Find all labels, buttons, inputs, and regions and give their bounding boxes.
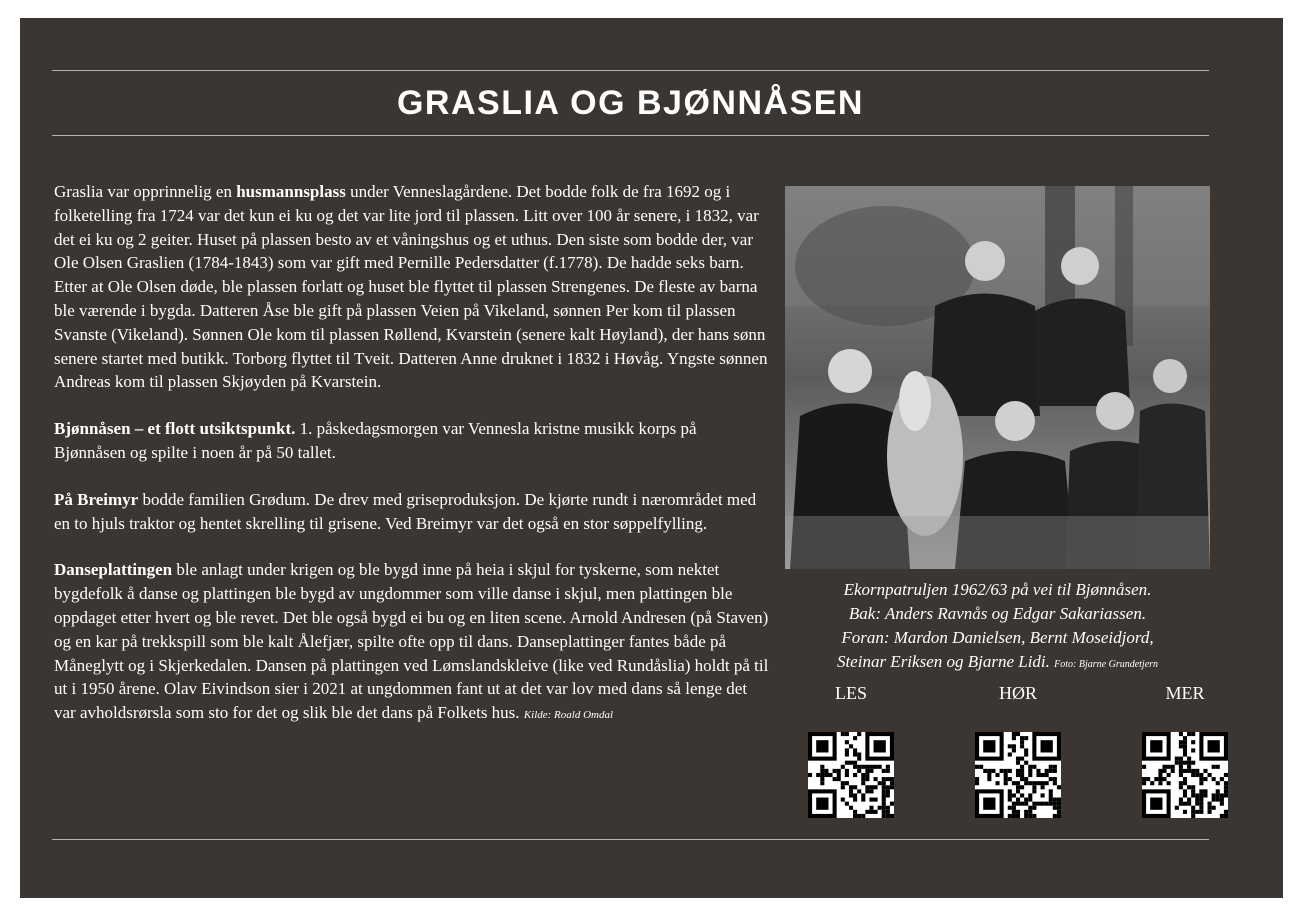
- page-title: GRASLIA OG BJØNNÅSEN: [396, 84, 864, 122]
- source-credit: Kilde: Roald Omdal: [523, 709, 614, 722]
- p1-text-start: Graslia var opprinnelig en: [54, 182, 237, 201]
- p4-text: ble anlagt under krigen og ble bygd inne på heia i skjul for tyskerne, som nektet bygdefolk å danse og plattingen ble bygd av ungdommer som ville danse i skjul, men plattingen ble oppdaget etter hvert og ble revet. Det ble også bygd ei bu og en liten scene. Arnold Andresen (på Staven) og en kar på trekkspill som ble kalt Ålefjær, spilte ofte opp til dans. Danseplattinger fantes både på Måneglytt og i Skjerkedalen. Dansen på plattingen ved Lømslandskleive (like ved Rundåslia) holdt på til ut i 1950 årene. Olav Eivindson sier i 2021 at ungdommen fant ut at det var lov med dans så lenge det var avholdsrørsla som sto for det og slik ble det dans på Folkets hus.: [54, 560, 769, 723]
- photo-caption: [785, 578, 1210, 677]
- p1-text: under Venneslagårdene. Det bodde folk de fra 1692 og i folketelling fra 1724 var det kun ei ku og det var lite jord til plassen. Litt over 100 år senere, i 1832, var det ei ku og 2 geiter. Huset på plassen besto av et våningshus og et uthus. Den siste som bodde der, var Ole Olsen Graslien (1784-1843) som var gift med Pernille Pedersdatter (f.1778). De hadde seks barn. Etter at Ole Olsen døde, ble plassen forlatt og huset ble flyttet til plassen Strengenes. De fleste av barna ble værende i bygda. Datteren Åse ble gift på plassen Veien på Vikeland, sønnen Per kom til plassen Svanste (Vikeland). Sønnen Ole kom til plassen Røllend, Kvarstein (senere kalt Høyland), der hans sønn senere startet med butikk. Torborg flyttet til Tveit. Datteren Anne druknet i 1832 i Høvåg. Yngste sønnen Andreas kom til plassen Skjøyden på Kvarstein.: [54, 182, 768, 392]
- qr-code-mer[interactable]: [1142, 732, 1228, 818]
- paragraph-bjonnasen: [54, 417, 770, 465]
- caption-line-3: Foran: Mardon Danielsen, Bernt Moseidjord,: [841, 628, 1154, 647]
- p1-bold: husmannsplass: [236, 182, 346, 201]
- qr-code-les[interactable]: [808, 732, 894, 818]
- title-underline: [52, 135, 1209, 136]
- p2-bold: Bjønnåsen – et flott utsiktspunkt.: [54, 419, 296, 439]
- qr-label-les: LES: [834, 683, 867, 703]
- p3-bold: På Breimyr: [54, 489, 139, 509]
- caption-line-2: Bak: Anders Ravnås og Edgar Sakariassen.: [848, 604, 1147, 623]
- caption-line-1: Ekornpatruljen 1962/63 på vei til Bjønnåsen.: [843, 580, 1152, 599]
- paragraph-graslia: [54, 180, 770, 394]
- photo-credit: Foto: Bjarne Grundetjern: [1054, 659, 1159, 670]
- main-text: [54, 180, 770, 751]
- p4-bold: Danseplattingen: [54, 560, 173, 580]
- caption-line-4-row: [785, 650, 1210, 677]
- p3-text: bodde familien Grødum. De drev med griseproduksjon. De kjørte rundt i nærområdet med en to hjuls traktor og hentet skrelling til grisene. Ved Breimyr var det også en stor søppelfylling.: [54, 489, 757, 533]
- qr-code-hor[interactable]: [975, 732, 1061, 818]
- caption-line-4: Steinar Eriksen og Bjarne Lidi.: [836, 652, 1050, 671]
- top-rule: [52, 70, 1209, 71]
- p2-text: 1. påskedagsmorgen var Vennesla kristne musikk korps på Bjønnåsen og spilte i noen år på 50 tallet.: [54, 419, 697, 462]
- paragraph-danseplattingen: [54, 558, 770, 728]
- bottom-rule: [52, 839, 1209, 840]
- qr-label-mer: MER: [1165, 683, 1205, 703]
- qr-label-hor: HØR: [998, 683, 1037, 703]
- paragraph-breimyr: [54, 488, 770, 536]
- historic-photo: [785, 186, 1210, 569]
